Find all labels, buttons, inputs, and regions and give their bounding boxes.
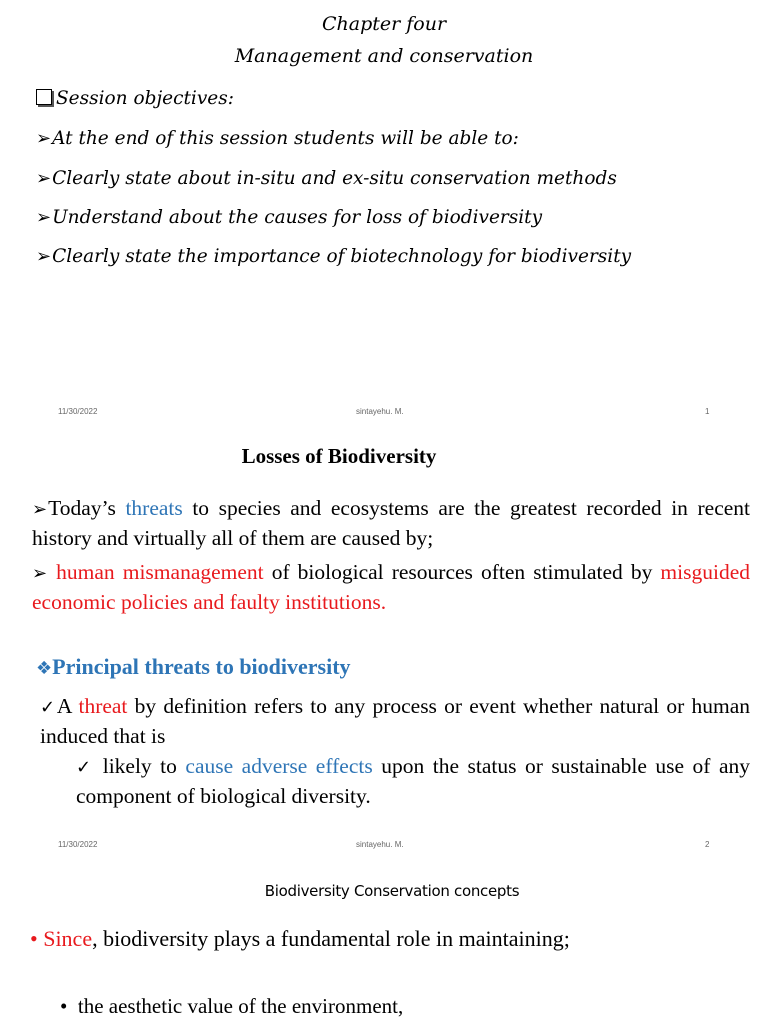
adverse-effects-paragraph: ✓ likely to cause adverse effects upon the status or sustainable use of any component of biological diversity.	[76, 754, 751, 808]
slide-2-title: Losses of Biodiversity	[241, 444, 437, 468]
bullet-dot-icon: •	[30, 926, 38, 951]
objective-text: Clearly state the importance of biotechnology for biodiversity	[52, 246, 632, 267]
objective-text: At the end of this session students will be able to:	[52, 128, 519, 149]
checkmark-icon: ✓	[76, 757, 95, 778]
slide-1	[0, 0, 768, 432]
objective-item	[36, 168, 617, 189]
bullet-dot-icon: •	[60, 994, 68, 1018]
threats-highlight: threats	[125, 496, 183, 520]
mismanagement-paragraph: ➢ human mismanagement of biological resources often stimulated by misguided economic policies and faulty institutions.	[32, 560, 750, 614]
diamond-bullet-icon: ❖	[36, 658, 53, 679]
objectives-heading: Session objectives:	[56, 88, 234, 109]
objective-text: Clearly state about in-situ and ex-situ conservation methods	[52, 168, 617, 189]
arrow-bullet-icon: ➢	[32, 563, 48, 584]
slide-1-title	[0, 8, 768, 72]
threats-paragraph: ➢Today’s threats to species and ecosystems are the greatest recorded in recent history and virtually all of them are caused by;	[32, 496, 751, 550]
slide-3	[0, 864, 768, 1024]
threat-definition-paragraph: ✓A threat by definition refers to any process or event whether natural or human induced that is	[40, 694, 750, 748]
objective-item	[36, 128, 519, 149]
slide-3-title: Biodiversity Conservation concepts	[264, 882, 520, 900]
arrow-bullet-icon: ➢	[36, 128, 52, 149]
objective-text: Understand about the causes for loss of biodiversity	[52, 207, 543, 228]
chapter-title: Chapter four	[321, 13, 447, 35]
objective-item	[36, 207, 542, 228]
footer-author: sintayehu. M.	[356, 840, 404, 849]
objectives-heading-row	[36, 88, 234, 109]
footer-date: 11/30/2022	[58, 407, 98, 416]
threat-highlight: threat	[78, 694, 128, 718]
footer-page-number: 2	[705, 840, 710, 849]
arrow-bullet-icon: ➢	[32, 499, 48, 520]
arrow-bullet-icon: ➢	[36, 168, 52, 189]
objective-item	[36, 246, 631, 267]
mismanagement-highlight: human mismanagement	[56, 560, 264, 584]
adverse-effects-highlight: cause adverse effects	[185, 754, 373, 778]
footer-page-number: 1	[705, 407, 710, 416]
aesthetic-value-bullet: • the aesthetic value of the environment,	[60, 994, 404, 1018]
arrow-bullet-icon: ➢	[36, 246, 52, 267]
slide-2	[0, 432, 768, 864]
principal-threats-heading: ❖Principal threats to biodiversity	[36, 654, 351, 679]
footer-author: sintayehu. M.	[356, 407, 404, 416]
checkbox-bullet-icon	[36, 89, 52, 105]
checkmark-icon: ✓	[40, 697, 57, 718]
chapter-subtitle: Management and conservation	[234, 45, 534, 67]
footer-date: 11/30/2022	[58, 840, 98, 849]
since-bullet: • Since, biodiversity plays a fundamental role in maintaining;	[30, 926, 570, 951]
arrow-bullet-icon: ➢	[36, 207, 52, 228]
since-highlight: Since	[43, 926, 93, 951]
policies-highlight: misguided economic policies and faulty institutions.	[32, 560, 750, 614]
